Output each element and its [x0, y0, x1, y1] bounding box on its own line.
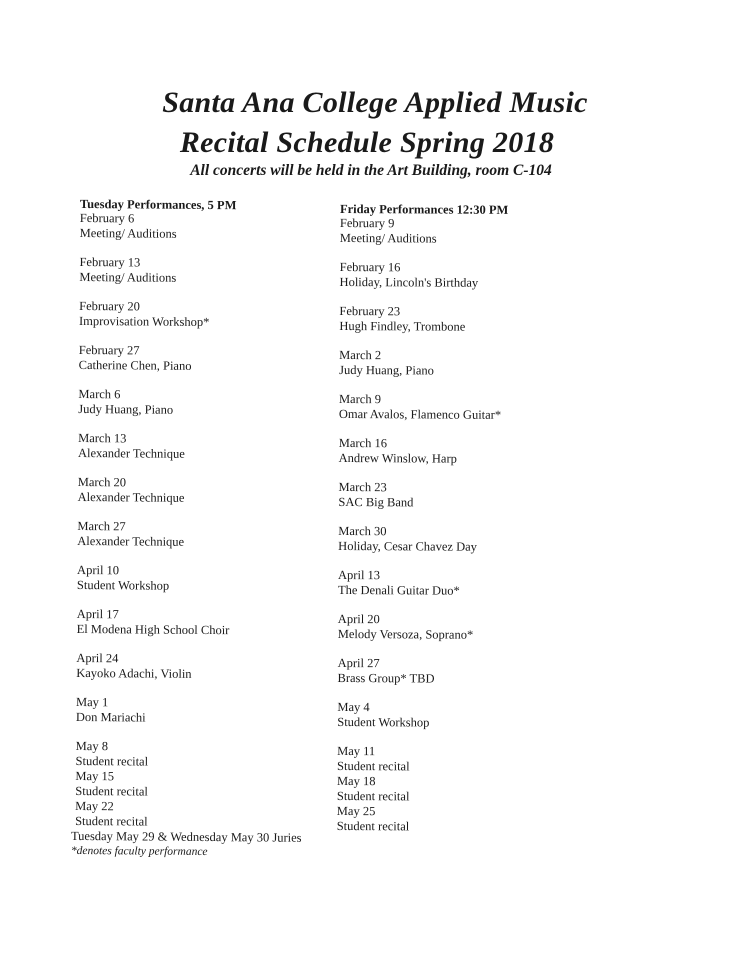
entry-date: February 23 [339, 303, 401, 319]
friday-entry [337, 700, 506, 731]
tuesday-entry [78, 387, 305, 419]
entry-date: May 15 [75, 768, 115, 784]
entry-event: Kayoko Adachi, Violin [76, 665, 192, 681]
tuesday-entry [75, 799, 302, 831]
entry-date: March 23 [338, 479, 387, 495]
entry-event: Don Mariachi [75, 709, 146, 725]
entry-event: Holiday, Lincoln's Birthday [339, 274, 479, 290]
friday-entry [339, 436, 508, 467]
entry-event: Student recital [337, 758, 410, 774]
entry-date: April 10 [77, 562, 120, 578]
entry-event: Alexander Technique [77, 533, 185, 549]
entry-event: Omar Avalos, Flamenco Guitar* [338, 406, 502, 422]
tuesday-entry [76, 695, 303, 727]
faculty-footnote: *denotes faculty performance [70, 844, 208, 859]
entry-event: Student recital [75, 783, 148, 799]
entry-event: Holiday, Cesar Chavez Day [338, 538, 477, 554]
entry-date: April 24 [76, 650, 119, 666]
entry-date: April 27 [337, 655, 380, 671]
tuesday-entry [76, 651, 303, 683]
entry-date: March 2 [339, 347, 382, 363]
entry-event: Catherine Chen, Piano [78, 357, 192, 373]
entry-event: Andrew Winslow, Harp [338, 450, 457, 466]
entry-event: Student Workshop [76, 577, 170, 593]
friday-entry [340, 216, 509, 247]
entry-event: Student Workshop [337, 714, 430, 730]
entry-date: March 27 [77, 518, 126, 534]
entry-date: February 16 [339, 259, 401, 275]
entry-event: Student recital [336, 788, 410, 804]
entry-date: March 6 [78, 386, 121, 402]
entry-date: March 30 [338, 523, 387, 539]
entry-event: Meeting/ Auditions [79, 225, 177, 241]
entry-event: Student recital [75, 813, 148, 829]
friday-entry [338, 568, 507, 599]
entry-event: Alexander Technique [77, 445, 185, 461]
entry-event: Judy Huang, Piano [78, 401, 174, 417]
tuesday-entry [79, 255, 306, 287]
entry-date: May 8 [75, 738, 109, 754]
entry-date: April 13 [338, 567, 381, 583]
entry-event: El Modena High School Choir [76, 621, 230, 638]
entry-event: SAC Big Band [338, 494, 414, 510]
friday-column [337, 202, 509, 835]
entry-date: May 25 [336, 803, 376, 819]
entry-date: February 9 [339, 215, 395, 231]
friday-entry [337, 804, 506, 835]
entry-event: Melody Versoza, Soprano* [337, 626, 474, 642]
entry-event: Improvisation Workshop* [78, 313, 210, 330]
entry-date: May 18 [336, 773, 376, 789]
tuesday-entry [75, 769, 302, 801]
entry-event: Brass Group* TBD [337, 670, 435, 686]
entry-date: May 1 [75, 694, 109, 710]
tuesday-entry [78, 431, 305, 463]
entry-event: Judy Huang, Piano [339, 362, 434, 378]
friday-entry [338, 480, 507, 511]
entry-date: May 22 [75, 798, 114, 814]
entry-event: Hugh Findley, Trombone [339, 318, 466, 334]
entry-date: March 9 [338, 391, 382, 407]
entry-date: February 20 [79, 298, 140, 314]
friday-entry [339, 348, 508, 379]
friday-entry [340, 260, 509, 291]
tuesday-entry [77, 563, 304, 595]
juries-note: Tuesday May 29 & Wednesday May 30 Juries [70, 828, 302, 845]
entry-date: March 20 [77, 474, 127, 490]
tuesday-entry [77, 519, 304, 551]
tuesday-entry [79, 343, 306, 375]
tuesday-entry [76, 739, 303, 771]
document-title-line2: Recital Schedule Spring 2018 [179, 126, 555, 159]
document-title-line1: Santa Ana College Applied Music [162, 86, 588, 119]
document-subtitle: All concerts will be held in the Art Building, room C-104 [190, 162, 552, 179]
entry-date: April 20 [337, 611, 380, 627]
friday-entry [338, 524, 507, 555]
tuesday-heading: Tuesday Performances, 5 PM [79, 197, 237, 213]
entry-event: Meeting/ Auditions [79, 269, 177, 285]
entry-event: The Denali Guitar Duo* [337, 582, 460, 598]
entry-date: March 13 [78, 430, 127, 446]
friday-entry [338, 612, 507, 643]
friday-entry [339, 392, 508, 423]
tuesday-entry [79, 299, 306, 331]
entry-date: February 13 [79, 254, 141, 270]
entry-date: February 27 [78, 342, 140, 358]
entry-event: Student recital [75, 753, 149, 769]
tuesday-entry [77, 607, 304, 639]
tuesday-entry [78, 475, 305, 507]
friday-entry [337, 744, 506, 775]
entry-date: March 16 [338, 435, 388, 451]
friday-entry [339, 304, 508, 335]
entry-date: May 11 [337, 743, 376, 759]
entry-event: Student recital [336, 818, 410, 834]
friday-entry [337, 774, 506, 805]
friday-heading: Friday Performances 12:30 PM [339, 202, 509, 217]
entry-event: Meeting/ Auditions [339, 230, 437, 246]
entry-date: May 4 [337, 699, 370, 715]
tuesday-column [70, 197, 307, 861]
friday-entry [337, 656, 506, 687]
entry-event: Alexander Technique [77, 489, 185, 505]
entry-date: February 6 [79, 210, 135, 226]
tuesday-entry [80, 211, 307, 243]
entry-date: April 17 [76, 606, 119, 622]
